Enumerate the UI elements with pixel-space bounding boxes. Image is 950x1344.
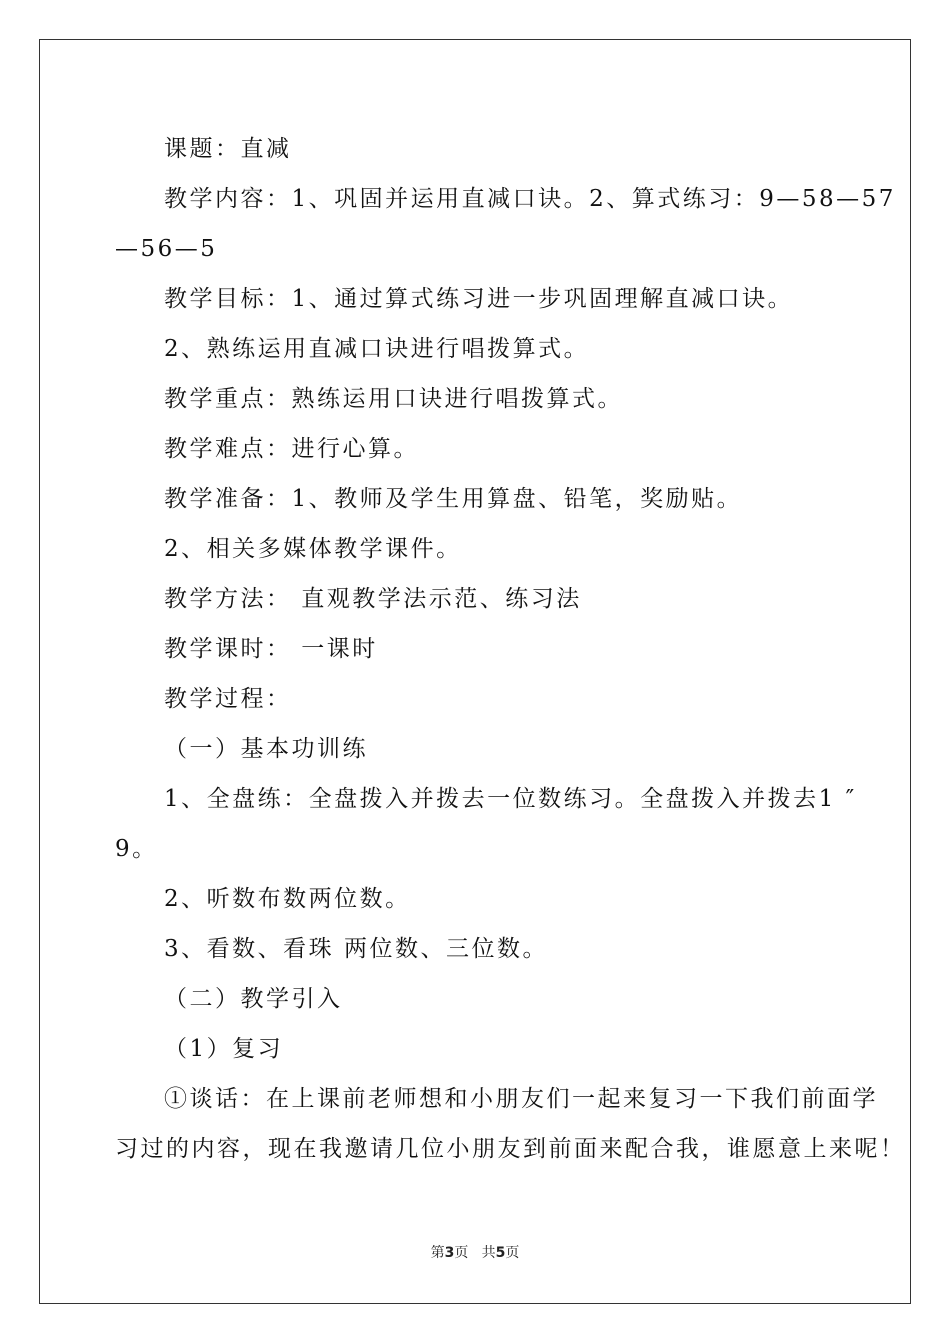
teaching-goal-2: 2、熟练运用直减口诀进行唱拨算式。 — [164, 336, 590, 362]
dialogue-paragraph-continued: 习过的内容，现在我邀请几位小朋友到前面来配合我，谁愿意上来呢！ — [115, 1136, 906, 1162]
total-prefix: 共 — [481, 1245, 496, 1261]
teaching-difficulty: 教学难点：进行心算。 — [164, 436, 419, 462]
total-pages: 5 — [495, 1245, 506, 1261]
exercise-item-1-continued: 9。 — [115, 836, 158, 862]
teaching-goal-1: 教学目标：1、通过算式练习进一步巩固理解直减口诀。 — [164, 286, 794, 312]
page-footer — [0, 1244, 950, 1262]
page-number: 3 — [444, 1245, 455, 1261]
page-frame — [39, 39, 911, 1304]
total-suffix: 页 — [505, 1245, 520, 1261]
teaching-content-continued: —56—5 — [115, 236, 218, 262]
exercise-item-1: 1、全盘练：全盘拨入并拨去一位数练习。全盘拨入并拨去1 ″ — [164, 786, 857, 812]
teaching-preparation-2: 2、相关多媒体教学课件。 — [164, 536, 462, 562]
dialogue-paragraph: ①谈话：在上课前老师想和小朋友们一起来复习一下我们前面学 — [164, 1086, 878, 1112]
teaching-method: 教学方法： 直观教学法示范、练习法 — [164, 586, 582, 612]
lesson-title: 课题：直减 — [164, 136, 292, 162]
teaching-content: 教学内容：1、巩固并运用直减口诀。2、算式练习：9—58—57 — [164, 186, 896, 212]
teaching-focus: 教学重点：熟练运用口诀进行唱拨算式。 — [164, 386, 623, 412]
teaching-hours: 教学课时： 一课时 — [164, 636, 378, 662]
exercise-item-2: 2、听数布数两位数。 — [164, 886, 411, 912]
subsection-heading-review: （1）复习 — [164, 1036, 284, 1062]
page-suffix: 页 — [454, 1245, 469, 1261]
teaching-process-heading: 教学过程： — [164, 686, 292, 712]
teaching-preparation-1: 教学准备：1、教师及学生用算盘、铅笔，奖励贴。 — [164, 486, 743, 512]
section-heading-basic-training: （一）基本功训练 — [164, 736, 368, 762]
section-heading-introduction: （二）教学引入 — [164, 986, 343, 1012]
exercise-item-3: 3、看数、看珠 两位数、三位数。 — [164, 936, 548, 962]
page-prefix: 第 — [430, 1245, 445, 1261]
